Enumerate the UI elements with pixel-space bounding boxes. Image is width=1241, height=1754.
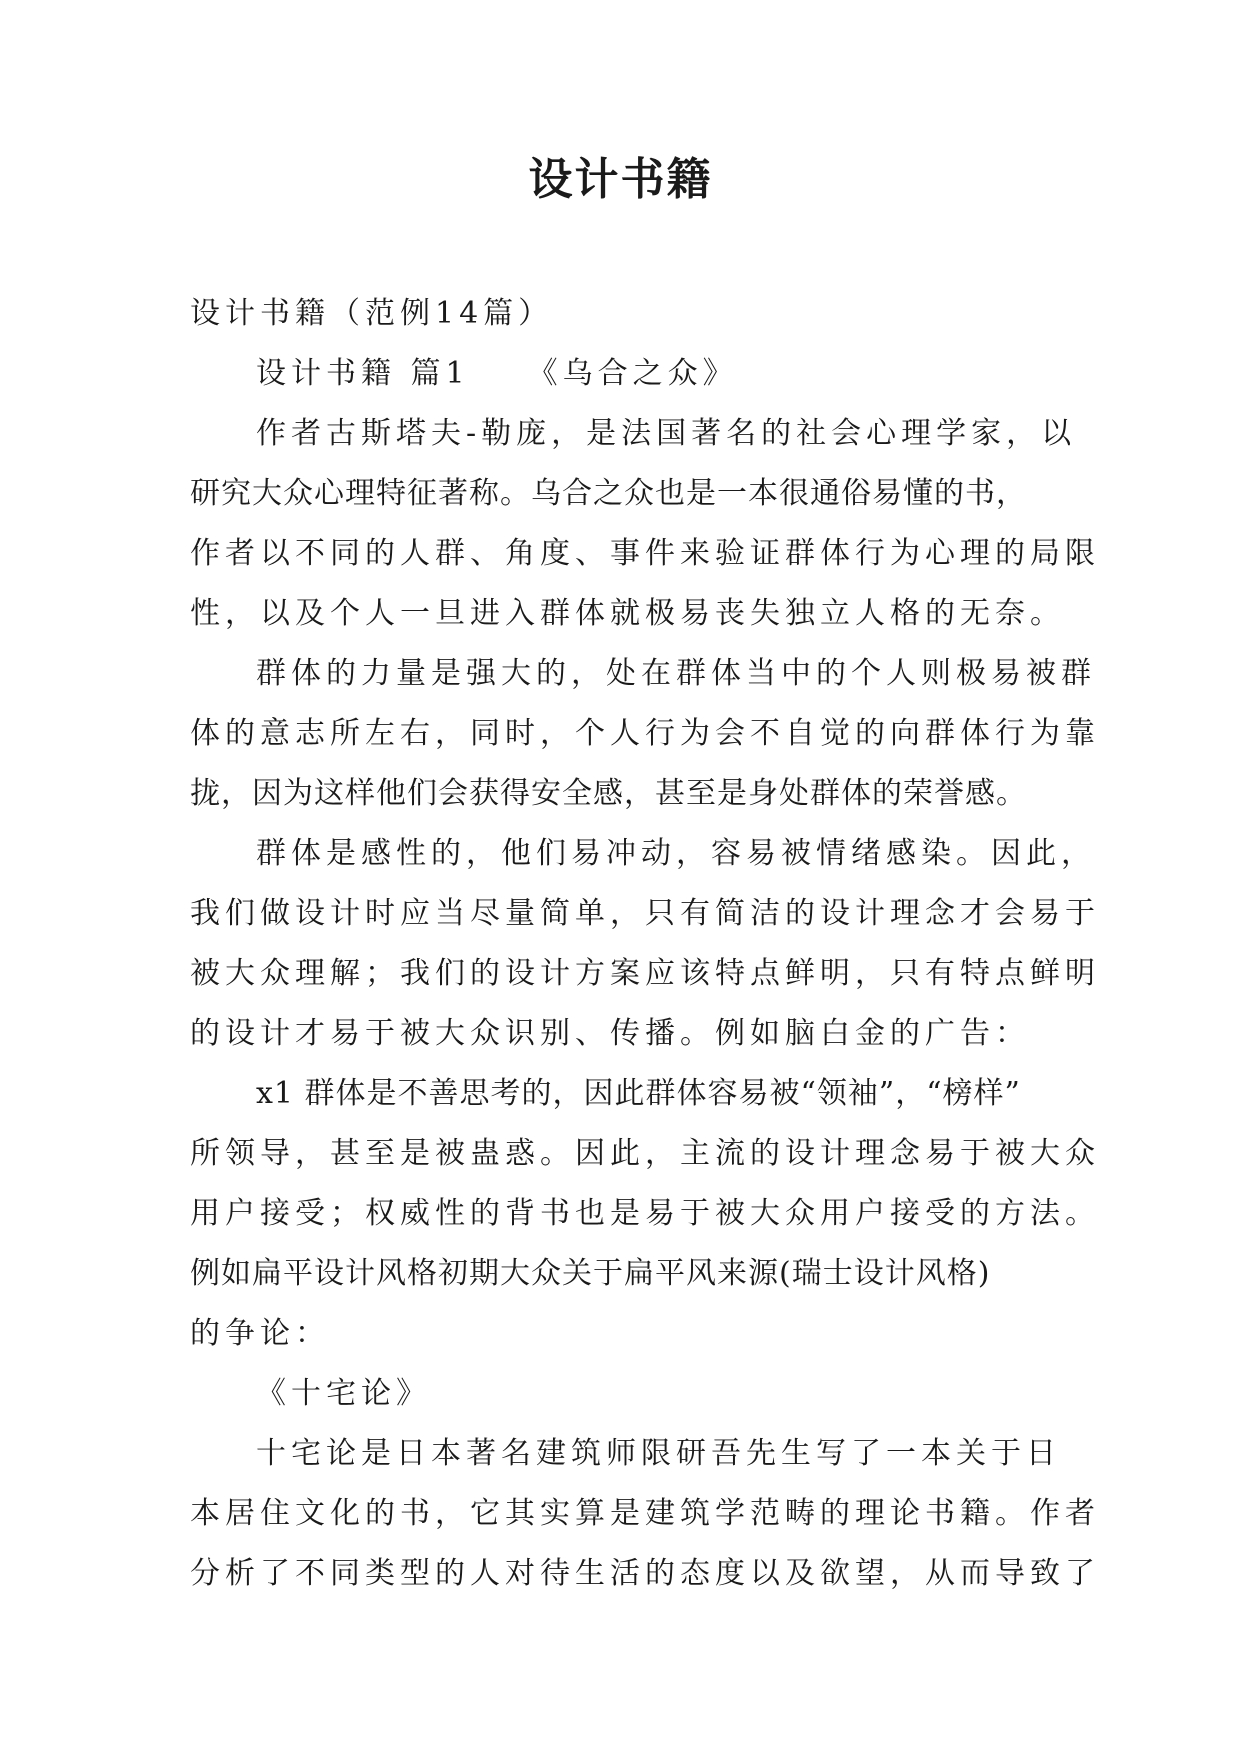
document-subtitle: 设计书籍（范例14篇） [190,296,554,331]
paragraph-line: 所领导，甚至是被蛊惑。因此，主流的设计理念易于被大众 [190,1136,1100,1171]
section-book-title: 《乌合之众》 [527,356,738,391]
paragraph-line: 分析了不同类型的人对待生活的态度以及欲望，从而导致了 [190,1556,1100,1591]
paragraph-line: 例如扁平设计风格初期大众关于扁平风来源(瑞士设计风格) [190,1256,991,1291]
section-heading [190,344,1062,404]
section-label: 设计书籍 篇1 [256,356,470,391]
document-title: 设计书籍 [528,154,713,205]
paragraph-line: 作者以不同的人群、角度、事件来验证群体行为心理的局限 [190,536,1100,571]
paragraph-line: 性，以及个人一旦进入群体就极易丧失独立人格的无奈。 [190,596,1065,631]
paragraph-line: 拢，因为这样他们会获得安全感，甚至是身处群体的荣誉感。 [190,776,1027,811]
paragraph-line: 作者古斯塔夫-勒庞，是法国著名的社会心理学家，以 [256,416,1077,451]
paragraph-line: 被大众理解；我们的设计方案应该特点鲜明，只有特点鲜明 [190,956,1100,991]
paragraph-line: 群体是感性的，他们易冲动，容易被情绪感染。因此， [256,836,1096,871]
paragraph-line: 的设计才易于被大众识别、传播。例如脑白金的广告： [190,1016,1030,1051]
paragraph-line: 我们做设计时应当尽量简单，只有简洁的设计理念才会易于 [190,896,1100,931]
paragraph-line: 本居住文化的书，它其实算是建筑学范畴的理论书籍。作者 [190,1496,1100,1531]
document-body [190,284,1100,1604]
book-heading: 《十宅论》 [256,1376,431,1411]
paragraph-line: 用户接受；权威性的背书也是易于被大众用户接受的方法。 [190,1196,1100,1231]
paragraph-line: x1 群体是不善思考的，因此群体容易被“领袖”，“榜样” [256,1076,1021,1111]
paragraph-line: 十宅论是日本著名建筑师限研吾先生写了一本关于日 [256,1436,1061,1471]
paragraph-line: 研究大众心理特征著称。乌合之众也是一本很通俗易懂的书， [190,476,1027,511]
paragraph-line: 的争论： [190,1316,330,1351]
paragraph-line: 群体的力量是强大的，处在群体当中的个人则极易被群 [256,656,1096,691]
paragraph-line: 体的意志所左右，同时，个人行为会不自觉的向群体行为靠 [190,716,1100,751]
